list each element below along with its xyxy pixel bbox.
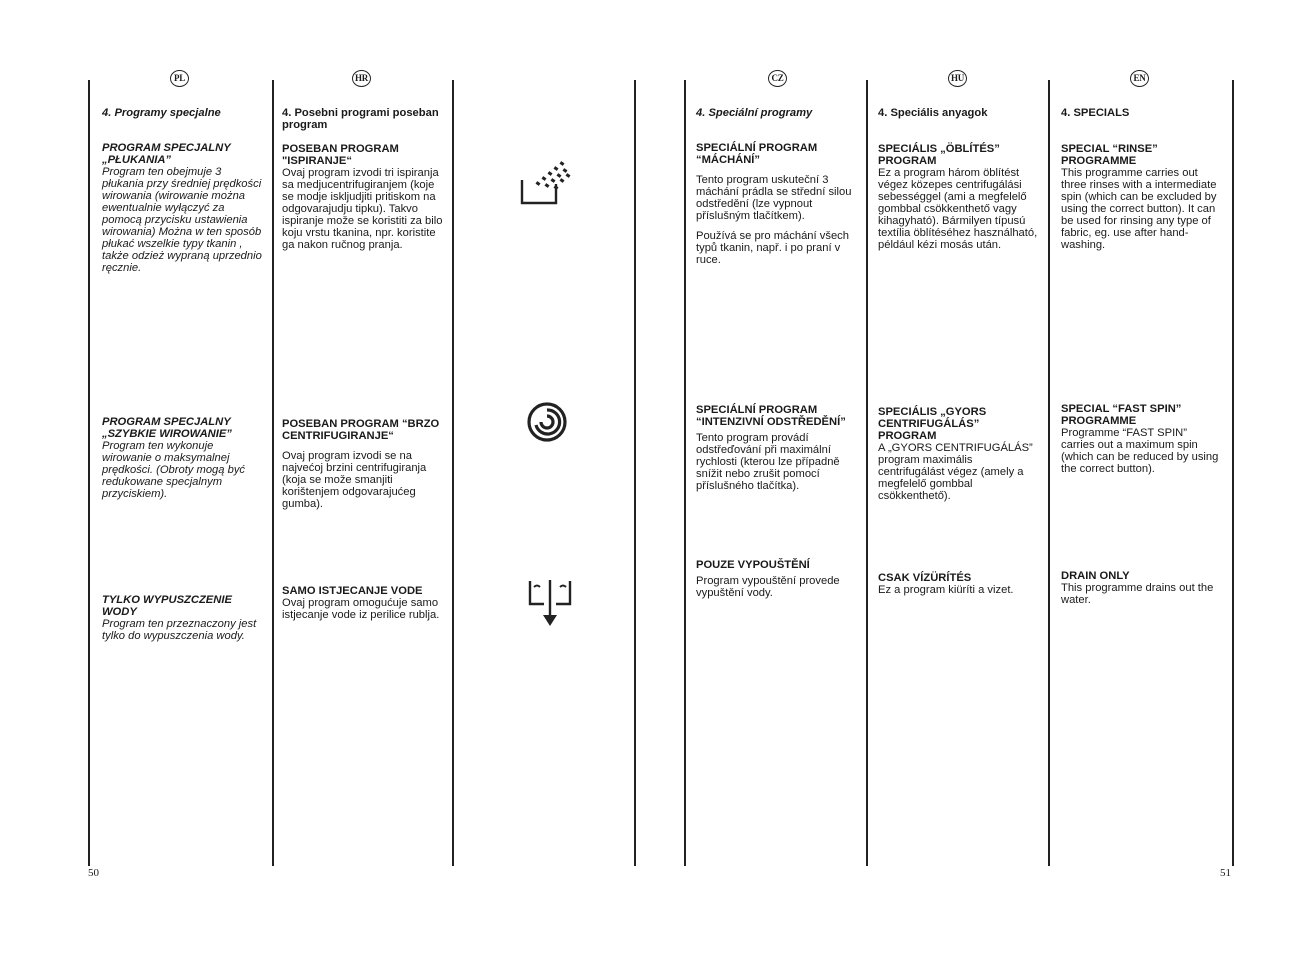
drain-section <box>1061 570 1223 606</box>
section-title <box>102 96 262 130</box>
divider <box>1232 80 1234 866</box>
section-title <box>696 96 860 130</box>
spin-section <box>282 418 446 510</box>
divider <box>452 80 454 866</box>
divider <box>88 80 90 866</box>
section-title-text: 4. Speciální programy <box>696 107 813 120</box>
spin-section <box>696 404 860 492</box>
spin-section <box>878 406 1040 502</box>
section-text: Používá se pro máchání všech typů tkanin, např. i po praní v ruce. <box>696 230 849 266</box>
section-title-text: 4. Programy specjalne <box>102 107 221 120</box>
divider <box>634 80 636 866</box>
divider <box>684 80 686 866</box>
section-title <box>878 96 1040 130</box>
section-text: Ovaj program omogućuje samo istjecanje vode iz perilice rublja. <box>282 597 440 621</box>
spin-icon <box>526 400 570 444</box>
spin-section <box>102 416 262 500</box>
column-hu <box>878 96 1040 856</box>
section-text: Program ten wykonuje wirowanie o maksymalnej prędkości. (Obroty mogą być redukowane specjalnym przyciskiem). <box>102 440 246 500</box>
drain-section <box>878 572 1040 596</box>
section-heading: PROGRAM SPECJALNY „PŁUKANIA” <box>102 142 231 166</box>
section-heading: SPECIÁLNÍ PROGRAM “INTENZIVNÍ ODSTŘEDĚNÍ” <box>696 404 846 428</box>
section-heading: SPECIAL “RINSE” PROGRAMME <box>1061 143 1158 167</box>
section-title-text: 4. Speciális anyagok <box>878 107 988 120</box>
section-title-text: 4. SPECIALS <box>1061 107 1130 120</box>
section-text: Ovaj program izvodi se na najvećoj brzini centrifugiranja (koja se može smanjiti korištenjem odgovarajućeg gumba). <box>282 450 427 510</box>
section-heading: SPECIAL “FAST SPIN” PROGRAMME <box>1061 403 1182 427</box>
section-heading: SAMO ISTJECANJE VODE <box>282 585 423 597</box>
rinse-section <box>282 143 446 251</box>
rinse-section <box>102 142 262 274</box>
section-title <box>1061 96 1223 130</box>
column-en <box>1061 96 1223 856</box>
divider <box>272 80 274 866</box>
divider <box>1048 80 1050 866</box>
section-title <box>282 96 446 142</box>
section-text: Program vypouštění provede vypuštění vody. <box>696 575 840 599</box>
section-heading: DRAIN ONLY <box>1061 570 1130 582</box>
section-text: This programme drains out the water. <box>1061 582 1214 606</box>
drain-section <box>696 559 860 599</box>
drain-icon <box>526 578 574 630</box>
page-number-right: 51 <box>1220 867 1231 879</box>
section-title-text: 4. Posebni programi poseban program <box>282 107 439 132</box>
rinse-section <box>696 142 860 266</box>
section-heading: SPECIÁLIS „ÖBLÍTÉS” PROGRAM <box>878 143 1000 167</box>
section-text: Tento program uskuteční 3 máchání prádla se střední silou odstředění (lze vypnout příslušným tlačítkem). <box>696 174 852 222</box>
rinse-section <box>1061 143 1223 251</box>
section-text: Ovaj program izvodi tri ispiranja sa medjucentrifugiranjem (koje se modje iskljudjiti pritiskom na odgovarajudju tipku). Takvo ispiranje može se koristiti za bilo koju vrstu tkanina, npr. koristite ga nakon ručnog pranja. <box>282 167 443 251</box>
section-text: Ez a program kiüríti a vizet. <box>878 584 1014 596</box>
section-heading: POSEBAN PROGRAM "ISPIRANJE“ <box>282 143 399 167</box>
spin-section <box>1061 403 1223 475</box>
section-text: Programme “FAST SPIN” carries out a maximum spin (which can be reduced by using the correct button). <box>1061 427 1219 475</box>
section-heading: POSEBAN PROGRAM “BRZO CENTRIFUGIRANJE“ <box>282 418 440 442</box>
rinse-icon <box>516 160 572 208</box>
page-number-left: 50 <box>88 867 99 879</box>
section-heading: PROGRAM SPECJALNY „SZYBKIE WIROWANIE” <box>102 416 232 440</box>
drain-section <box>282 585 446 621</box>
section-text: Program ten przeznaczony jest tylko do wypuszczenia wody. <box>102 618 257 642</box>
column-cz <box>696 96 860 856</box>
column-hr <box>282 96 446 856</box>
rinse-section <box>878 143 1040 251</box>
language-badge-hr: HR <box>352 70 371 87</box>
divider <box>866 80 868 866</box>
section-text: Program ten obejmuje 3 płukania przy średniej prędkości wirowania (wirowanie można ewentualnie wyłączyć za pomocą przycisku ustawienia wirowania) Można w ten sposób płukać wszelkie typy tkanin , także odzież wypraną uprzednio ręcznie. <box>102 166 262 274</box>
section-text: A „GYORS CENTRIFUGÁLÁS” program maximális centrifugálást végez (amely a megfelelő gombbal csökkenthető). <box>878 442 1033 502</box>
section-heading: TYLKO WYPUSZCZENIE WODY <box>102 594 232 618</box>
language-badge-pl: PL <box>170 70 189 87</box>
section-heading: POUZE VYPOUŠTĚNÍ <box>696 559 810 571</box>
section-heading: SPECIÁLIS „GYORS CENTRIFUGÁLÁS” PROGRAM <box>878 406 987 442</box>
section-heading: SPECIÁLNÍ PROGRAM “MÁCHÁNÍ” <box>696 142 818 166</box>
section-heading: CSAK VÍZÜRÍTÉS <box>878 572 972 584</box>
drain-section <box>102 594 262 642</box>
language-badge-cz: CZ <box>768 70 787 87</box>
language-badge-en: EN <box>1130 70 1149 87</box>
section-text: This programme carries out three rinses with a intermediate spin (which can be excluded by using the correct button). It can be used for rinsing any type of fabric, eg. use after hand-washing. <box>1061 167 1217 251</box>
section-text: Ez a program három öblítést végez közepes centrifugálási sebességgel (ami a megfelelő gombbal csökkenthető vagy kihagyható). Bármilyen típusú textília öblítéséhez használható, például kézi mosás után. <box>878 167 1038 251</box>
section-text: Tento program provádí odstřeďování při maximální rychlosti (kterou lze případně snížit nebo zrušit pomocí příslušného tlačítka). <box>696 432 840 492</box>
column-pl <box>102 96 262 856</box>
language-badge-hu: HU <box>948 70 967 87</box>
